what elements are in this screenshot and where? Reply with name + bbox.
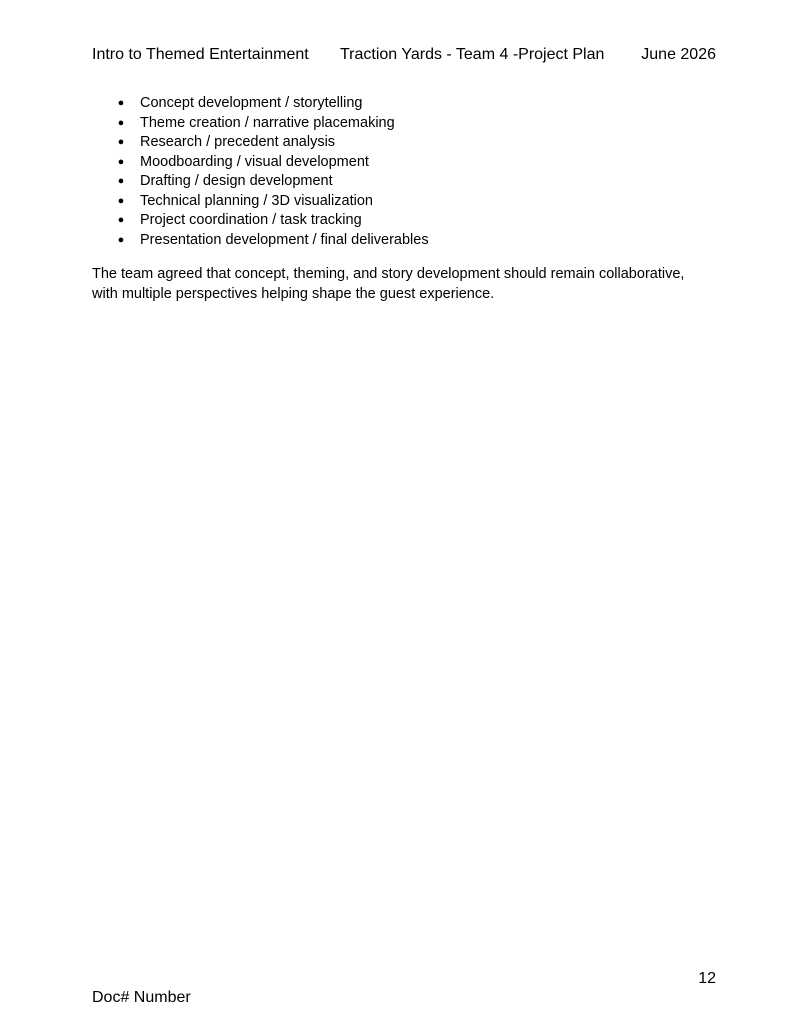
bullet-icon: ● <box>117 175 125 187</box>
list-item <box>92 133 716 153</box>
list-item-text: Moodboarding / visual development <box>140 153 369 170</box>
role-list <box>92 94 716 250</box>
bullet-icon: ● <box>117 97 125 109</box>
body-paragraph <box>92 265 716 304</box>
header-date: June 2026 <box>641 46 716 63</box>
bullet-icon: ● <box>117 136 125 148</box>
list-item-text: Project coordination / task tracking <box>140 212 362 228</box>
list-item <box>92 192 716 212</box>
list-item <box>92 211 716 231</box>
list-item-text: Technical planning / 3D visualization <box>140 192 373 209</box>
bullet-icon: ● <box>117 233 125 246</box>
page-number: 12 <box>698 970 716 987</box>
list-item <box>92 153 716 173</box>
bullet-icon: ● <box>117 116 125 129</box>
list-item-text: Drafting / design development <box>140 173 333 189</box>
paragraph-line: with multiple perspectives helping shape the guest experience. <box>92 285 495 302</box>
bullet-icon: ● <box>117 194 125 207</box>
header-project-title: Traction Yards - Team 4 -Project Plan <box>340 46 605 63</box>
list-item <box>92 172 716 192</box>
list-item <box>92 231 716 251</box>
list-item-text: Theme creation / narrative placemaking <box>140 114 395 131</box>
list-item <box>92 114 716 134</box>
list-item-text: Presentation development / final deliverables <box>140 231 429 248</box>
bullet-icon: ● <box>117 214 125 226</box>
page-header <box>92 46 716 68</box>
header-course-title: Intro to Themed Entertainment <box>92 46 309 63</box>
list-item <box>92 94 716 114</box>
footer-doc-number: Doc# Number <box>92 989 191 1006</box>
paragraph-line: The team agreed that concept, theming, and story development should remain collaborative, <box>92 266 685 282</box>
list-item-text: Concept development / storytelling <box>140 95 363 111</box>
list-item-text: Research / precedent analysis <box>140 134 336 150</box>
bullet-icon: ● <box>117 155 125 168</box>
